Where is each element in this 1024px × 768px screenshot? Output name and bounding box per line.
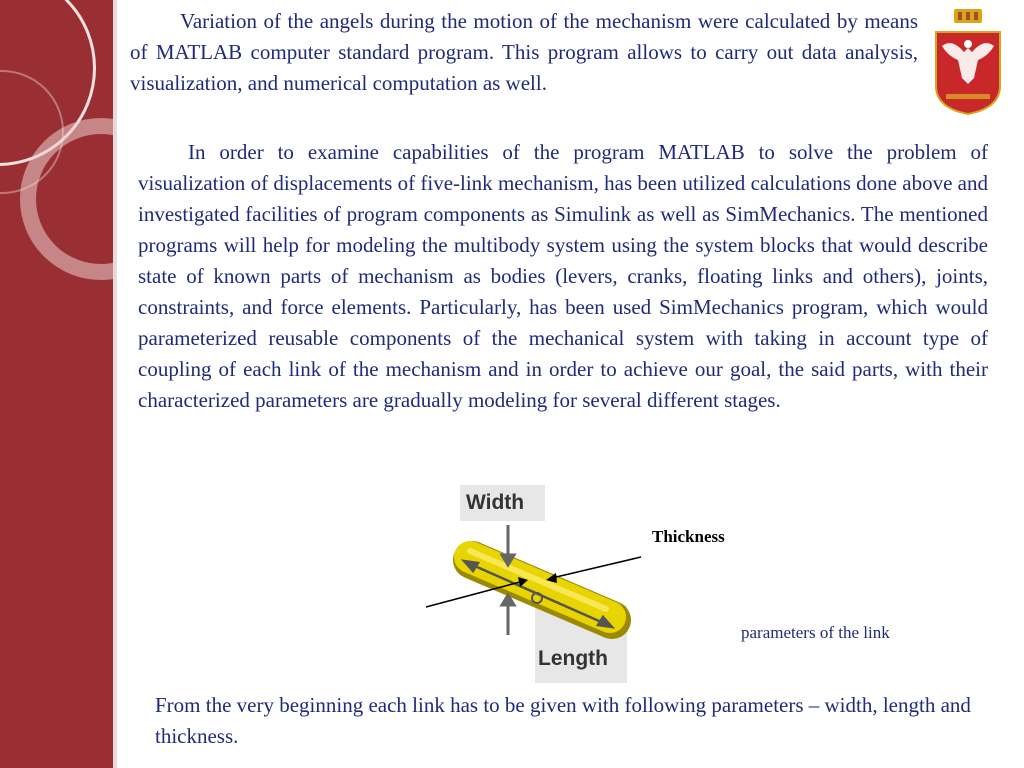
decorative-sidebar [0,0,113,768]
paragraph-link-parameters: From the very beginning each link has to be given with following parameters – width, length and thickness. [155,693,971,748]
university-emblem-icon [932,8,1004,116]
sidebar-edge [113,0,117,768]
thickness-label: Thickness [652,527,725,546]
link-parameters-figure [420,485,750,685]
width-label: Width [466,491,525,514]
yellow-link-bar [470,551,612,620]
figure-caption: parameters of the link [741,623,890,642]
paragraph-matlab-intro: Variation of the angels during the motion of the mechanism were calculated by means of MATLAB computer standard program. This program allows to carry out data analysis, visualization, and numerical computation as well. [130,9,918,95]
paragraph-simmechanics: In order to examine capabilities of the program MATLAB to solve the problem of visualization of displacements of five-link mechanism, has been utilized calculations done above and investigated facilities of program components as Simulink as well as SimMechanics. The mentioned programs will help for modeling the multibody system using the system blocks that would describe state of known parts of mechanism as bodies (levers, cranks, floating links and others), joints, constraints, and force elements. Particularly, has been used SimMechanics program, which would parameterized reusable components of the mechanical system with taking in account type of coupling of each link of the mechanism and in order to achieve our goal, the said parts, with their characterized parameters are gradually modeling for several different stages. [138,140,988,412]
length-label: Length [538,647,608,670]
